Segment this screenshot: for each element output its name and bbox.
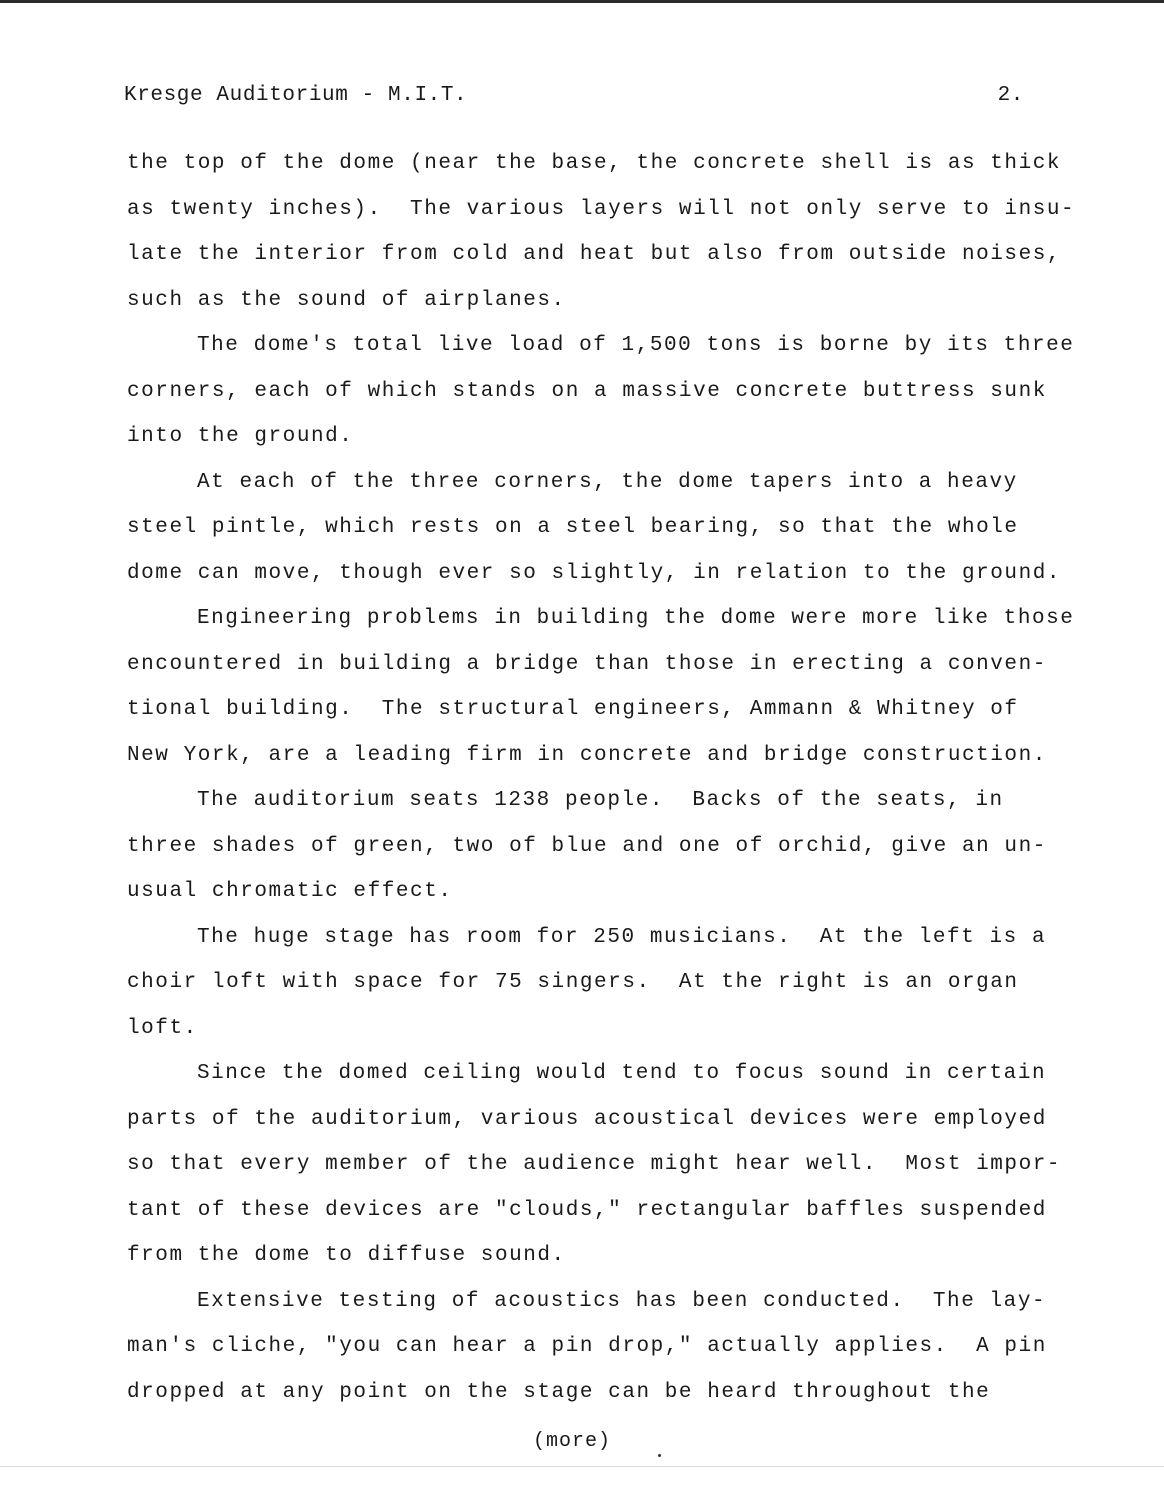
text-line: dome can move, though ever so slightly, in relation to the ground.	[127, 561, 1062, 585]
text-line: tant of these devices are "clouds," rectangular baffles suspended	[127, 1198, 1047, 1222]
text-line: New York, are a leading firm in concrete and bridge construction.	[127, 743, 1047, 767]
text-line: corners, each of which stands on a massive concrete buttress sunk	[127, 379, 1047, 403]
continuation-marker: (more)	[532, 1430, 611, 1453]
paragraph-start-line: The dome's total live load of 1,500 tons is borne by its three	[197, 334, 1075, 357]
paragraph-start-line: Engineering problems in building the dome were more like those	[197, 607, 1075, 630]
text-line: tional building. The structural engineers, Ammann & Whitney of	[127, 698, 1019, 721]
text-line: dropped at any point on the stage can be heard throughout the	[127, 1380, 991, 1404]
bottom-edge-rule	[0, 1466, 1164, 1467]
page-title: Kresge Auditorium - M.I.T.	[124, 84, 468, 107]
page-number: 2.	[997, 84, 1024, 107]
document-body	[127, 146, 1076, 1420]
text-line: usual chromatic effect.	[127, 880, 453, 903]
text-line: parts of the auditorium, various acoustical devices were employed	[127, 1107, 1047, 1131]
ink-speck	[658, 1454, 661, 1457]
page-footer	[0, 1430, 1164, 1453]
top-edge-rule	[0, 0, 1164, 3]
text-line: late the interior from cold and heat but also from outside noises,	[127, 243, 1062, 266]
text-line: so that every member of the audience might hear well. Most impor-	[127, 1153, 1062, 1176]
text-line: into the ground.	[127, 425, 354, 448]
text-line: such as the sound of airplanes.	[127, 288, 566, 312]
text-line: choir loft with space for 75 singers. At the right is an organ	[127, 971, 1019, 994]
page-header	[124, 84, 1024, 112]
paragraph-start-line: Since the domed ceiling would tend to focus sound in certain	[197, 1062, 1047, 1085]
text-line: from the dome to diffuse sound.	[127, 1244, 566, 1267]
text-line: steel pintle, which rests on a steel bearing, so that the whole	[127, 516, 1019, 539]
text-line: three shades of green, two of blue and one of orchid, give an un-	[127, 834, 1047, 858]
paragraph-start-line: Extensive testing of acoustics has been conducted. The lay-	[197, 1289, 1047, 1313]
paragraph-start-line: At each of the three corners, the dome tapers into a heavy	[197, 470, 1018, 494]
text-line: man's cliche, "you can hear a pin drop," actually applies. A pin	[127, 1335, 1047, 1358]
text-line: encountered in building a bridge than those in erecting a conven-	[127, 652, 1047, 676]
text-line: loft.	[127, 1016, 198, 1040]
paragraph-start-line: The auditorium seats 1238 people. Backs of the seats, in	[197, 789, 1004, 812]
paragraph-start-line: The huge stage has room for 250 musicians. At the left is a	[197, 925, 1047, 949]
text-line: the top of the dome (near the base, the concrete shell is as thick	[127, 152, 1062, 175]
text-line: as twenty inches). The various layers will not only serve to insu-	[127, 197, 1076, 221]
